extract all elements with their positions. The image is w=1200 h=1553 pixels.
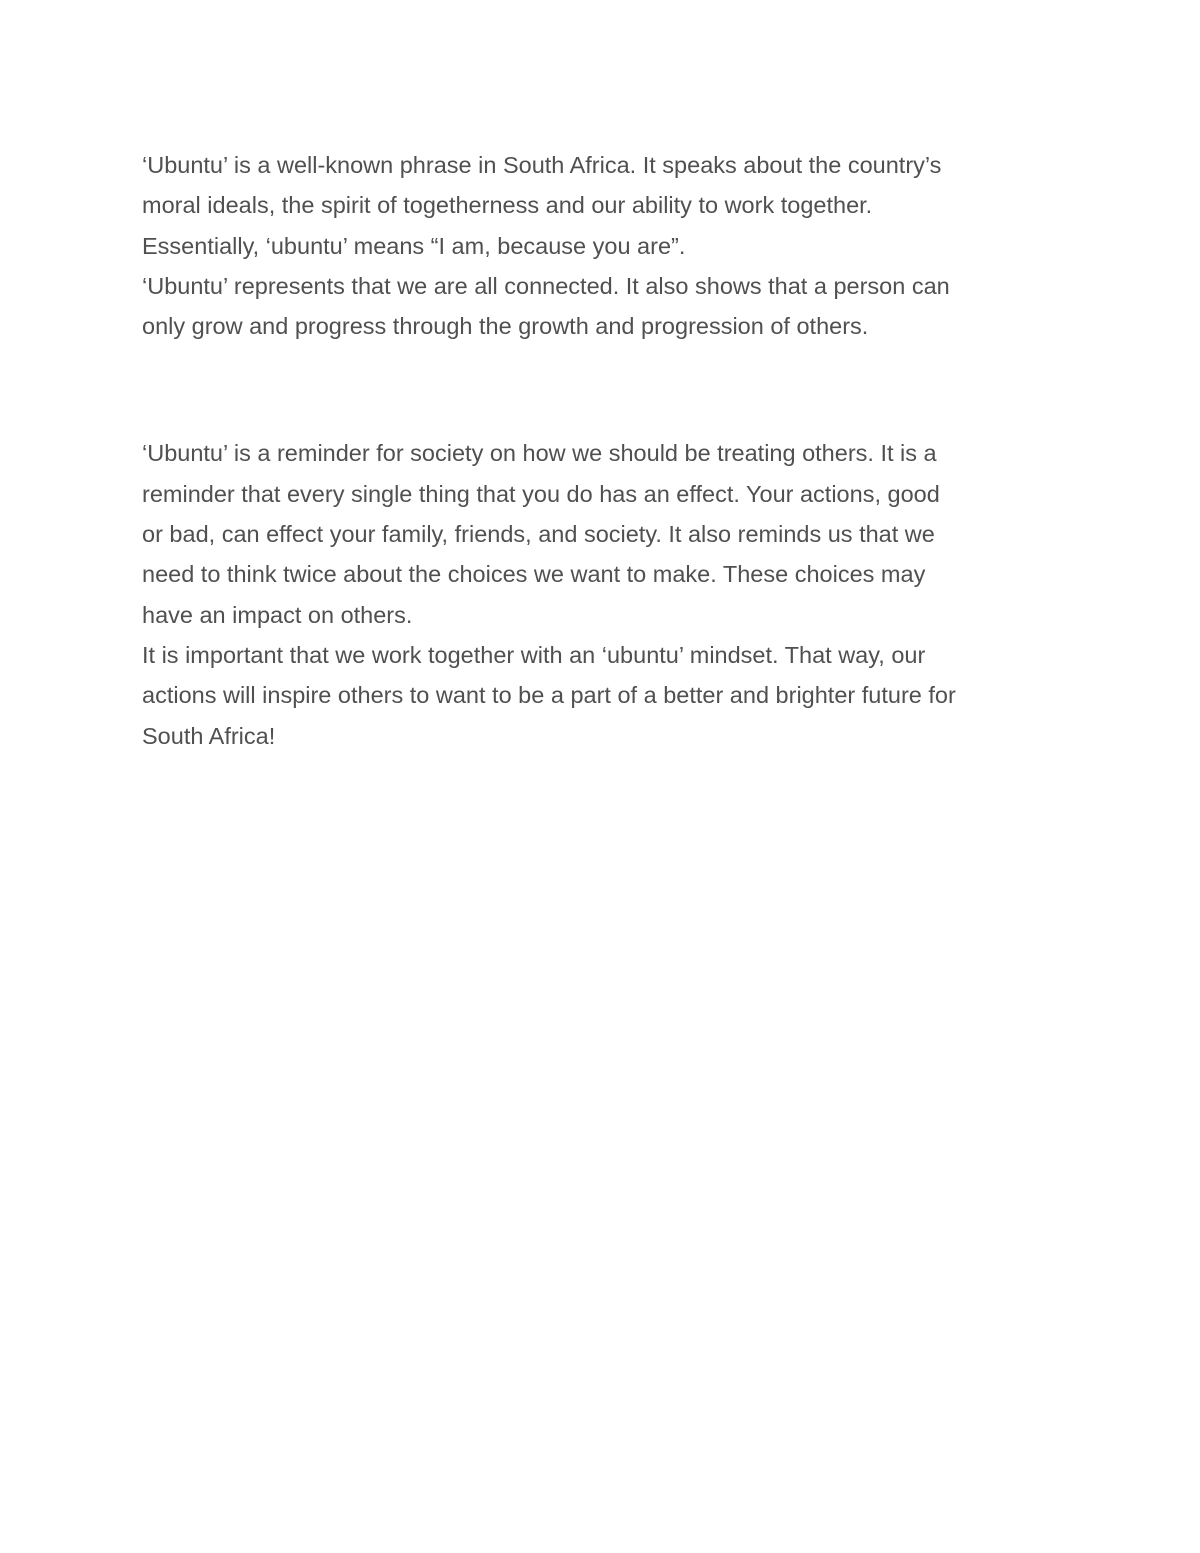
- text-line: have an impact on others.: [142, 601, 413, 628]
- text-block-two: [142, 433, 1102, 755]
- text-line: It is important that we work together with an ‘ubuntu’ mindset. That way, our: [142, 641, 926, 668]
- text-line: moral ideals, the spirit of togetherness and our ability to work together.: [142, 192, 873, 219]
- paragraph-spacer: [142, 346, 1102, 433]
- text-line: South Africa!: [142, 722, 276, 749]
- text-line: need to think twice about the choices we want to make. These choices may: [142, 561, 926, 588]
- text-line: ‘Ubuntu’ represents that we are all connected. It also shows that a person can: [142, 272, 950, 299]
- text-line: reminder that every single thing that you do has an effect. Your actions, good: [142, 480, 940, 507]
- document-body: [142, 145, 1102, 756]
- text-line: ‘Ubuntu’ is a well-known phrase in South Africa. It speaks about the country’s: [142, 152, 942, 178]
- text-line: ‘Ubuntu’ is a reminder for society on how we should be treating others. It is a: [142, 440, 937, 467]
- text-block-one: [142, 145, 1102, 346]
- text-line: only grow and progress through the growth and progression of others.: [142, 313, 869, 340]
- text-line: Essentially, ‘ubuntu’ means “I am, because you are”.: [142, 232, 686, 259]
- text-line: actions will inspire others to want to be a part of a better and brighter future for: [142, 682, 956, 709]
- text-line: or bad, can effect your family, friends, and society. It also reminds us that we: [142, 521, 935, 548]
